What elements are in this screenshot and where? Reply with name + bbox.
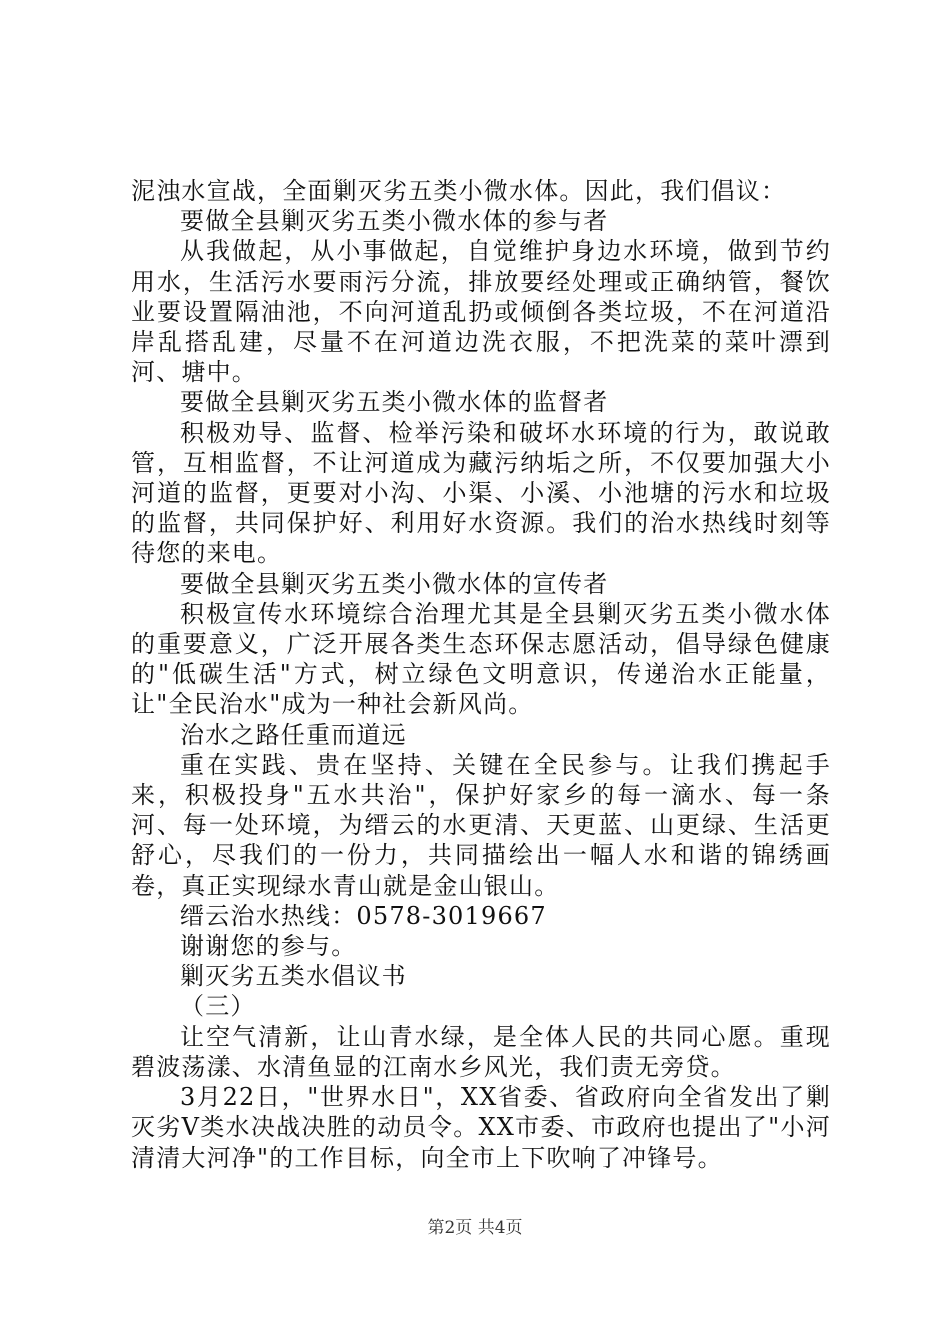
section-heading: 要做全县剿灭劣五类小微水体的宣传者: [180, 569, 609, 598]
paragraph: 泥浊水宣战，全面剿灭劣五类小微水体。因此，我们倡议：: [131, 177, 787, 205]
page-footer: 第2页 共4页: [427, 1218, 523, 1238]
section-heading: 要做全县剿灭劣五类小微水体的监督者: [180, 388, 609, 417]
section-heading: 治水之路任重而道远: [180, 720, 407, 749]
thanks-line: 谢谢您的参与。: [180, 932, 357, 961]
paragraph: 积极劝导、监督、检举污染和破坏水环境的行为，敢说敢管，互相监督，不让河道成为藏污纳垢之所，不仅要加强大小河道的监督，更要对小沟、小渠、小溪、小池塘的污水和垃圾的监督，共同保护好、利用好水资源。我们的治水热线时刻等待您的来电。: [131, 418, 831, 568]
paragraph: 重在实践、贵在坚持、关键在全民参与。让我们携起手来，积极投身"五水共治"，保护好家乡的每一滴水、每一条河、每一处环境，为缙云的水更清、天更蓝、山更绿、生活更舒心，尽我们的一份力，共同描绘出一幅人水和谐的锦绣画卷，真正实现绿水青山就是金山银山。: [131, 750, 831, 900]
document-body: [131, 176, 831, 1173]
hotline-line: 缙云治水热线：0578-3019667: [180, 901, 547, 930]
section-number: （三）: [180, 992, 256, 1021]
paragraph: 积极宣传水环境综合治理尤其是全县剿灭劣五类小微水体的重要意义，广泛开展各类生态环保志愿活动，倡导绿色健康的"低碳生活"方式，树立绿色文明意识，传递治水正能量，让"全民治水"成为一种社会新风尚。: [131, 599, 831, 719]
paragraph: 3月22日，"世界水日"，XX省委、省政府向全省发出了剿灭劣Ⅴ类水决战决胜的动员令。XX市委、市政府也提出了"小河清清大河净"的工作目标，向全市上下吹响了冲锋号。: [131, 1083, 831, 1172]
document-title: 剿灭劣五类水倡议书: [180, 962, 407, 991]
section-heading: 要做全县剿灭劣五类小微水体的参与者: [180, 207, 609, 236]
paragraph: 让空气清新，让山青水绿，是全体人民的共同心愿。重现碧波荡漾、水清鱼显的江南水乡风光，我们责无旁贷。: [131, 1022, 831, 1081]
paragraph: 从我做起，从小事做起，自觉维护身边水环境，做到节约用水，生活污水要雨污分流，排放要经处理或正确纳管，餐饮业要设置隔油池，不向河道乱扔或倾倒各类垃圾，不在河道沿岸乱搭乱建，尽量不在河道边洗衣服，不把洗菜的菜叶漂到河、塘中。: [131, 237, 831, 387]
